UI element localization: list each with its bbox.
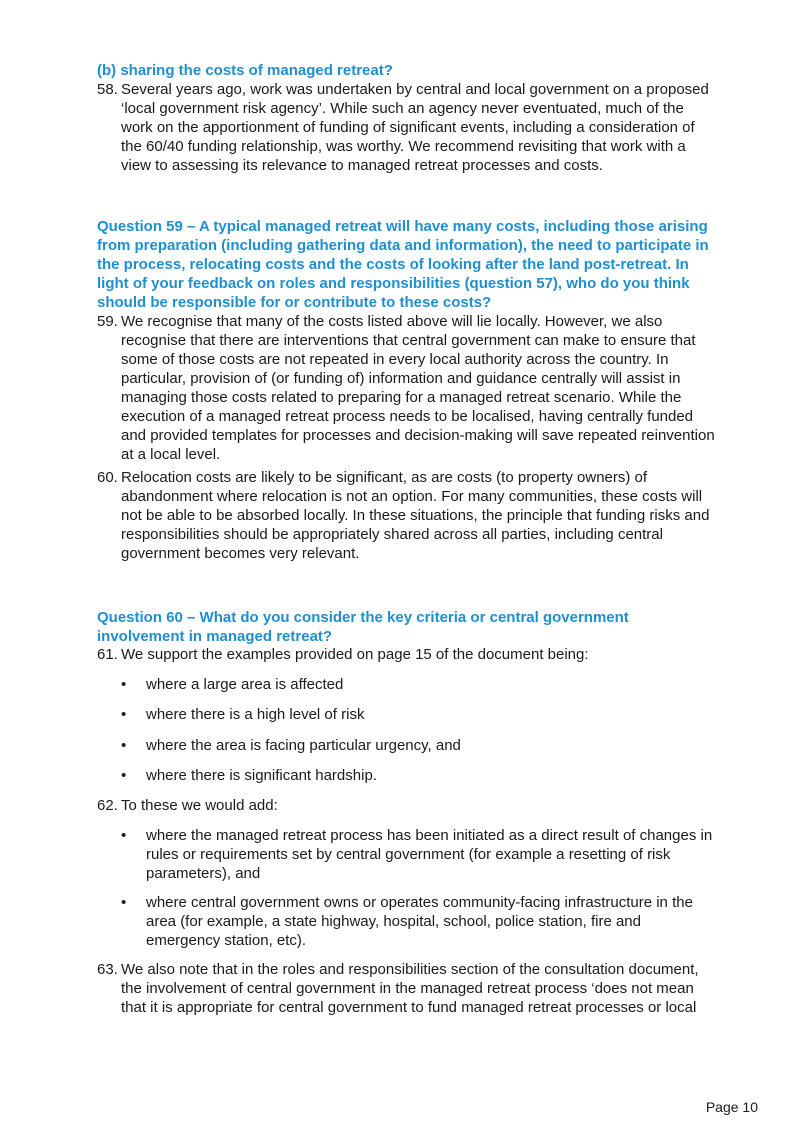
bullet-marker: • (121, 676, 127, 693)
list-item (121, 675, 717, 694)
paragraph-number: 58. (97, 81, 118, 98)
paragraph-text: We recognise that many of the costs listed above will lie locally. However, we also recognise that there are interventions that central government can make to ensure that some of those costs are not repeated in every local authority across the country. In particular, provision of (or funding of) information and guidance centrally will assist in managing those costs related to preparing for a managed retreat scenario. While the execution of a managed retreat process needs to be localised, having centrally funded and provided templates for processes and decision-making will save repeated reinvention at a local level. (121, 313, 715, 463)
paragraph-61 (97, 645, 717, 664)
paragraph-number: 62. (97, 797, 118, 814)
list-item-text: where central government owns or operates community-facing infrastructure in the area (for example, a state highway, hospital, school, police station, fire and emergency station, etc). (146, 894, 693, 949)
paragraph-number: 63. (97, 961, 118, 978)
paragraph-number: 59. (97, 313, 118, 330)
paragraph-number: 60. (97, 469, 118, 486)
list-item (121, 826, 717, 883)
paragraph-60 (97, 468, 717, 563)
bullet-marker: • (121, 827, 127, 844)
bullet-marker: • (121, 894, 127, 911)
paragraph-text: We also note that in the roles and responsibilities section of the consultation document, the involvement of central government in the managed retreat process ‘does not mean that it is appropriate for central government to fund managed retreat processes or local (121, 961, 699, 1016)
list-item-text: where the managed retreat process has been initiated as a direct result of changes in rules or requirements set by central government (for example a resetting of risk parameters), and (146, 827, 713, 882)
bullet-marker: • (121, 706, 127, 723)
page-number: Page 10 (705, 1099, 758, 1115)
paragraph-58 (97, 80, 717, 175)
list-item-text: where the area is facing particular urgency, and (146, 737, 461, 754)
question-59-heading: Question 59 – A typical managed retreat will have many costs, including those arising from preparation (including gathering data and information), the need to participate in the process, relocating costs and the costs of looking after the land post-retreat. In light of your feedback on roles and responsibilities (question 57), who do you think should be responsible for or contribute to these costs? (97, 218, 709, 311)
section-heading-b: (b) sharing the costs of managed retreat? (97, 62, 393, 79)
list-item-text: where a large area is affected (146, 676, 344, 693)
paragraph-number: 61. (97, 646, 118, 663)
bullet-marker: • (121, 767, 127, 784)
list-item (121, 705, 717, 724)
paragraph-59 (97, 312, 717, 464)
bullet-marker: • (121, 737, 127, 754)
list-item-text: where there is significant hardship. (146, 767, 377, 784)
paragraph-62 (97, 796, 717, 815)
paragraph-63 (97, 960, 717, 1017)
paragraph-text: To these we would add: (121, 797, 278, 814)
paragraph-text: We support the examples provided on page 15 of the document being: (121, 646, 589, 663)
list-item-text: where there is a high level of risk (146, 706, 365, 723)
list-item (121, 766, 717, 785)
list-item (121, 736, 717, 755)
paragraph-text: Relocation costs are likely to be significant, as are costs (to property owners) of abandonment where relocation is not an option. For many communities, these costs will not be able to be absorbed locally. In these situations, the principle that funding risks and responsibilities should be appropriately shared across all parties, including central government becomes very relevant. (121, 469, 710, 562)
paragraph-text: Several years ago, work was undertaken by central and local government on a proposed ‘local government risk agency’. While such an agency never eventuated, much of the work on the apportionment of funding of significant events, including a consideration of the 60/40 funding relationship, was worthy. We recommend revisiting that work with a view to assessing its relevance to managed retreat processes and costs. (121, 81, 709, 174)
list-item (121, 893, 717, 950)
question-60-heading: Question 60 – What do you consider the key criteria or central government involvement in managed retreat? (97, 609, 629, 645)
